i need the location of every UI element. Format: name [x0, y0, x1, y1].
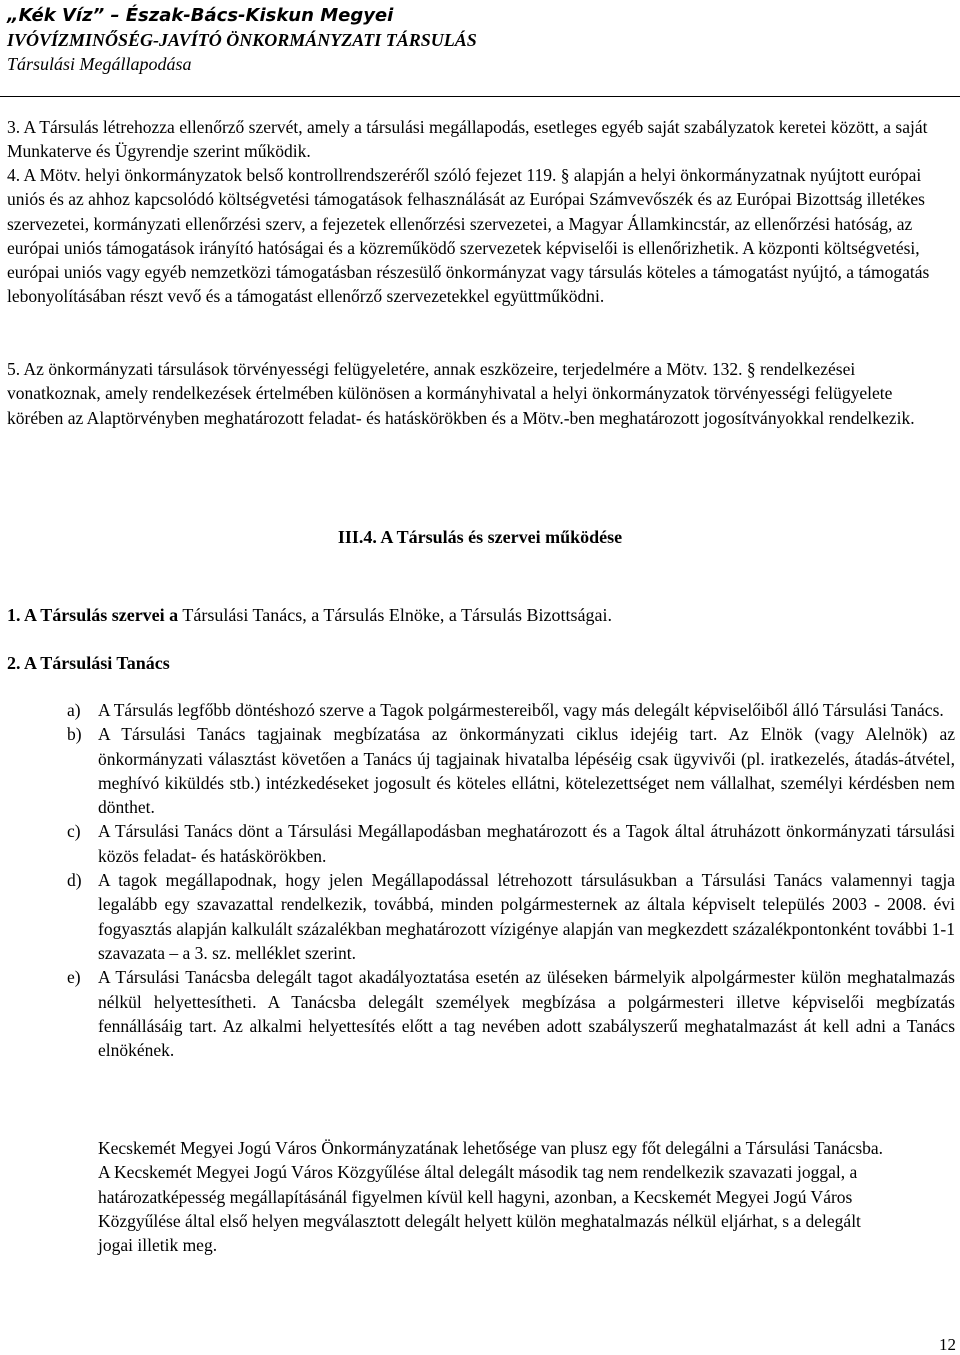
header-association-title: IVÓVÍZMINŐSÉG-JAVÍTÓ ÖNKORMÁNYZATI TÁRSULÁS: [7, 30, 477, 50]
list-item: [7, 965, 955, 1062]
page-number: 12: [939, 1335, 956, 1354]
list-item-text: A Társulási Tanácsba delegált tagot akadályoztatása esetén az üléseken bármelyik alpolgármester külön meghatalmazás nélkül helyettesítheti. A Tanácsba delegált személyek megbízása a polgármesteri illetve képviselői megbízatás fennállásáig tart. Az alkalmi helyettesítés előtt a tag nevében adott szabályszerű meghatalmazást át kell adni a Tanács elnökének.: [98, 967, 955, 1061]
kecskemet-delegation-note: Kecskemét Megyei Jogú Város Önkormányzatának lehetősége van plusz egy főt delegálni a Társulási Tanácsba. A Kecskemét Megyei Jogú Város Közgyűlése által delegált második tag nem rendelkezik szavazati joggal, a határozatképesség megállapításánál figyelmen kívül kell hagyni, azonban, a Kecskemét Megyei Jogú Város Közgyűlése által első helyen megválasztott delegált helyett külön meghatalmazás nélkül eljárhat, s a delegált jogai illetik meg.: [98, 1138, 884, 1256]
paragraph-4: 4. A Mötv. helyi önkormányzatok belső kontrollrendszeréről szóló fejezet 119. § alapján a helyi önkormányzatnak nyújtott európai uniós és az ahhoz kapcsolódó költségvetési támogatások felhasználását az Európai Számvevőszék és az Európai Bizottság illetékes szervezetei, kormányzati ellenőrzési szerv, a fejezetek ellenőrzési szervezetei, a Magyar Államkincstár, az ellenőrzési hatóság, az európai uniós támogatások irányító hatóságai és a közreműködő szervezetek képviselői is ellenőrizhetik. A központi költségvetési, európai uniós vagy egyéb nemzetközi támogatásban részesülő önkormányzat vagy társulás köteles a támogatást nyújtó, a támogatás lebonyolításában részt vevő és a támogatást ellenőrző szervezetekkel együttműködni.: [7, 165, 930, 307]
list-item-label: d): [67, 870, 82, 891]
list-item: [7, 698, 955, 722]
section-1: [7, 603, 612, 627]
section-2: [7, 651, 170, 675]
list-item: [7, 868, 955, 965]
list-item: [7, 722, 955, 819]
list-item-label: a): [67, 700, 81, 720]
list-item-text: A Társulás legfőbb döntéshozó szerve a Tagok polgármestereiből, vagy más delegált képviselőiből álló Társulási Tanács.: [98, 700, 944, 720]
list-item-label: b): [67, 724, 82, 745]
list-item-text: A Társulási Tanács dönt a Társulási Megállapodásban meghatározott és a Tagok által átruházott önkormányzati társulási közös feladat- és hatáskörökben.: [98, 821, 955, 866]
header-association-name: „Kék Víz” – Észak-Bács-Kiskun Megyei: [7, 5, 394, 26]
section-heading: III.4. A Társulás és szervei működése: [337, 527, 623, 547]
header-divider: [0, 96, 960, 97]
council-rules-list: [7, 698, 955, 1062]
paragraph-5: 5. Az önkormányzati társulások törvényességi felügyeletére, annak eszközeire, terjedelmére a Mötv. 132. § rendelkezései vonatkoznak, amely rendelkezések értelmében különösen a kormányhivatal a helyi önkormányzatok törvényességi felügyelete körében az Alaptörvényben meghatározott feladat- és hatáskörökben és a Mötv.-ben meghatározott jogosítványokkal rendelkezik.: [7, 359, 915, 428]
list-item: [7, 819, 955, 868]
list-item-text: A tagok megállapodnak, hogy jelen Megállapodással létrehozott társulásukban a Társulási Tanács valamennyi tagja legalább egy szavazattal rendelkezik, továbbá, minden polgármesternek az általa képviselt település 2003 - 2008. évi fogyasztás alapján kalkulált százalékban meghatározott vízigénye alapján van megkezdett százalékpontonként további 1-1 szavazata – a 3. sz. melléklet szerint.: [98, 870, 955, 963]
section-1-lead: 1. A Társulás szervei a: [7, 605, 179, 625]
page-header: [7, 4, 960, 76]
header-document-name: Társulási Megállapodása: [7, 54, 192, 74]
list-item-label: c): [67, 821, 81, 842]
section-2-lead: 2. A Társulási Tanács: [7, 653, 170, 673]
paragraph-3: 3. A Társulás létrehozza ellenőrző szervét, amely a társulási megállapodás, esetleges egyéb saját szabályzatok keretei között, a saját Munkaterve és Ügyrendje szerint működik.: [7, 117, 928, 162]
list-item-text: A Társulási Tanács tagjainak megbízatása az önkormányzati ciklus idejéig tart. Az Elnök (vagy Alelnök) az önkormányzati választást követően a Tanács új tagjainak hivatalba lépéséig csak ügyvivői (pl. iratkezelés, átadás-átvétel, meghívó kiküldés stb.) intézkedéseket jogosult és köteles ellátni, kötelezettséget nem vállalhat, személyi kérdésben nem dönthet.: [98, 724, 955, 818]
list-item-label: e): [67, 967, 81, 988]
section-1-text: Társulási Tanács, a Társulás Elnöke, a Társulás Bizottságai.: [178, 605, 612, 625]
